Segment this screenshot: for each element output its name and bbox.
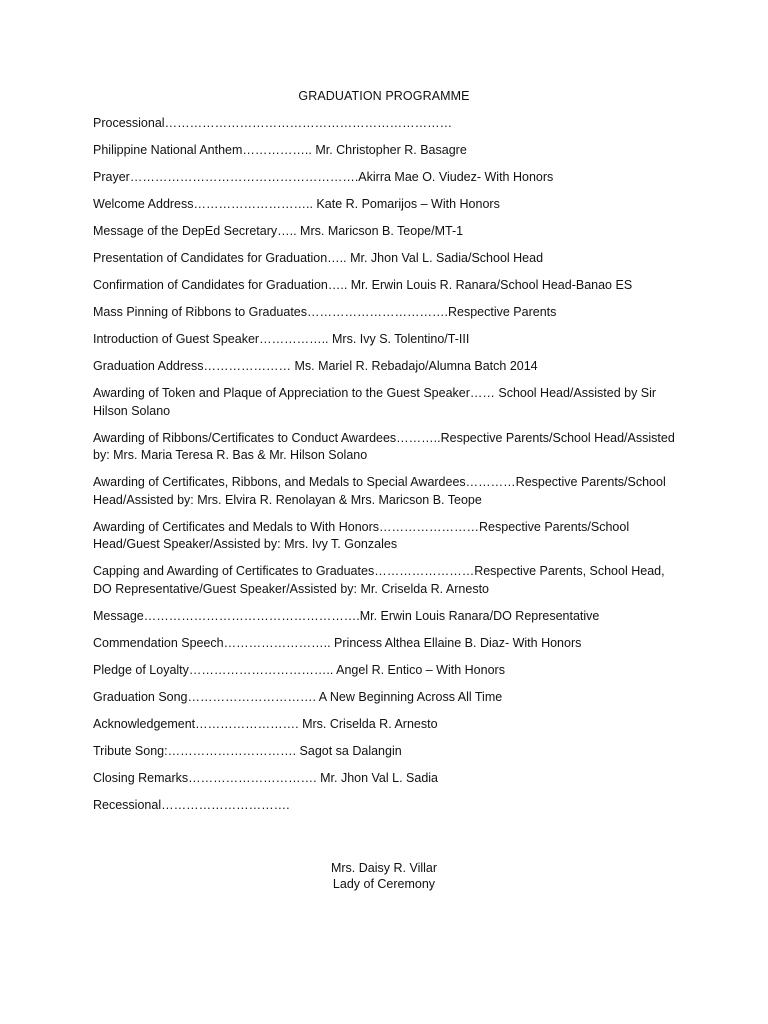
programme-item: Presentation of Candidates for Graduation….. Mr. Jhon Val L. Sadia/School Head: [93, 251, 544, 265]
programme-item: Graduation Song…………………………. A New Beginning Across All Time: [93, 689, 503, 704]
programme-item: Graduation Address………………… Ms. Mariel R. Rebadajo/Alumna Batch 2014: [93, 359, 538, 373]
programme-item: Message of the DepEd Secretary….. Mrs. Maricson B. Teope/MT-1: [93, 224, 464, 238]
programme-item: Capping and Awarding of Certificates to Graduates……………………Respective Parents, School Head, DO Representative/Guest Speaker/Assisted by: Mr. Criselda R. Arnesto: [93, 564, 665, 596]
signature-block: [0, 860, 768, 892]
programme-item: Commendation Speech…………………….. Princess Althea Ellaine B. Diaz- With Honors: [93, 635, 582, 650]
programme-item: Mass Pinning of Ribbons to Graduates…………………………….Respective Parents: [93, 305, 557, 319]
signatory-role: Lady of Ceremony: [332, 877, 436, 891]
programme-list: [93, 115, 683, 824]
programme-item: Message…………………………………………….Mr. Erwin Louis Ranara/DO Representative: [93, 608, 600, 623]
programme-item: Awarding of Ribbons/Certificates to Conduct Awardees………..Respective Parents/School Head/Assisted by: Mrs. Maria Teresa R. Bas & Mr. Hilson Solano: [93, 430, 675, 462]
programme-item: Philippine National Anthem…………….. Mr. Christopher R. Basagre: [93, 143, 467, 157]
programme-item: Closing Remarks…………………………. Mr. Jhon Val L. Sadia: [93, 770, 439, 785]
programme-item: Processional……………………………………………………………: [93, 116, 453, 130]
programme-item: Awarding of Token and Plaque of Appreciation to the Guest Speaker…… School Head/Assisted by Sir Hilson Solano: [93, 386, 657, 418]
programme-item: Pledge of Loyalty…………………………….. Angel R. Entico – With Honors: [93, 662, 505, 677]
programme-item: Confirmation of Candidates for Graduation….. Mr. Erwin Louis R. Ranara/School Head-Banao ES: [93, 278, 633, 292]
page-title: GRADUATION PROGRAMME: [298, 89, 470, 103]
programme-item: Awarding of Certificates and Medals to With Honors……………………Respective Parents/School Head/Guest Speaker/Assisted by: Mrs. Ivy T. Gonzales: [93, 519, 630, 551]
programme-item: Welcome Address……………………….. Kate R. Pomarijos – With Honors: [93, 197, 500, 211]
programme-item: Awarding of Certificates, Ribbons, and Medals to Special Awardees…………Respective Parents/School Head/Assisted by: Mrs. Elvira R. Renolayan & Mrs. Maricson B. Teope: [93, 475, 666, 507]
programme-item: Introduction of Guest Speaker…………….. Mrs. Ivy S. Tolentino/T-III: [93, 332, 470, 346]
signatory-name: Mrs. Daisy R. Villar: [330, 861, 438, 875]
programme-item: Recessional………………………….: [93, 797, 290, 812]
programme-item: Tribute Song:…………………………. Sagot sa Dalangin: [93, 743, 402, 758]
programme-item: Prayer……………………………………………….Akirra Mae O. Viudez- With Honors: [93, 170, 554, 184]
programme-item: Acknowledgement……………………. Mrs. Criselda R. Arnesto: [93, 716, 438, 731]
